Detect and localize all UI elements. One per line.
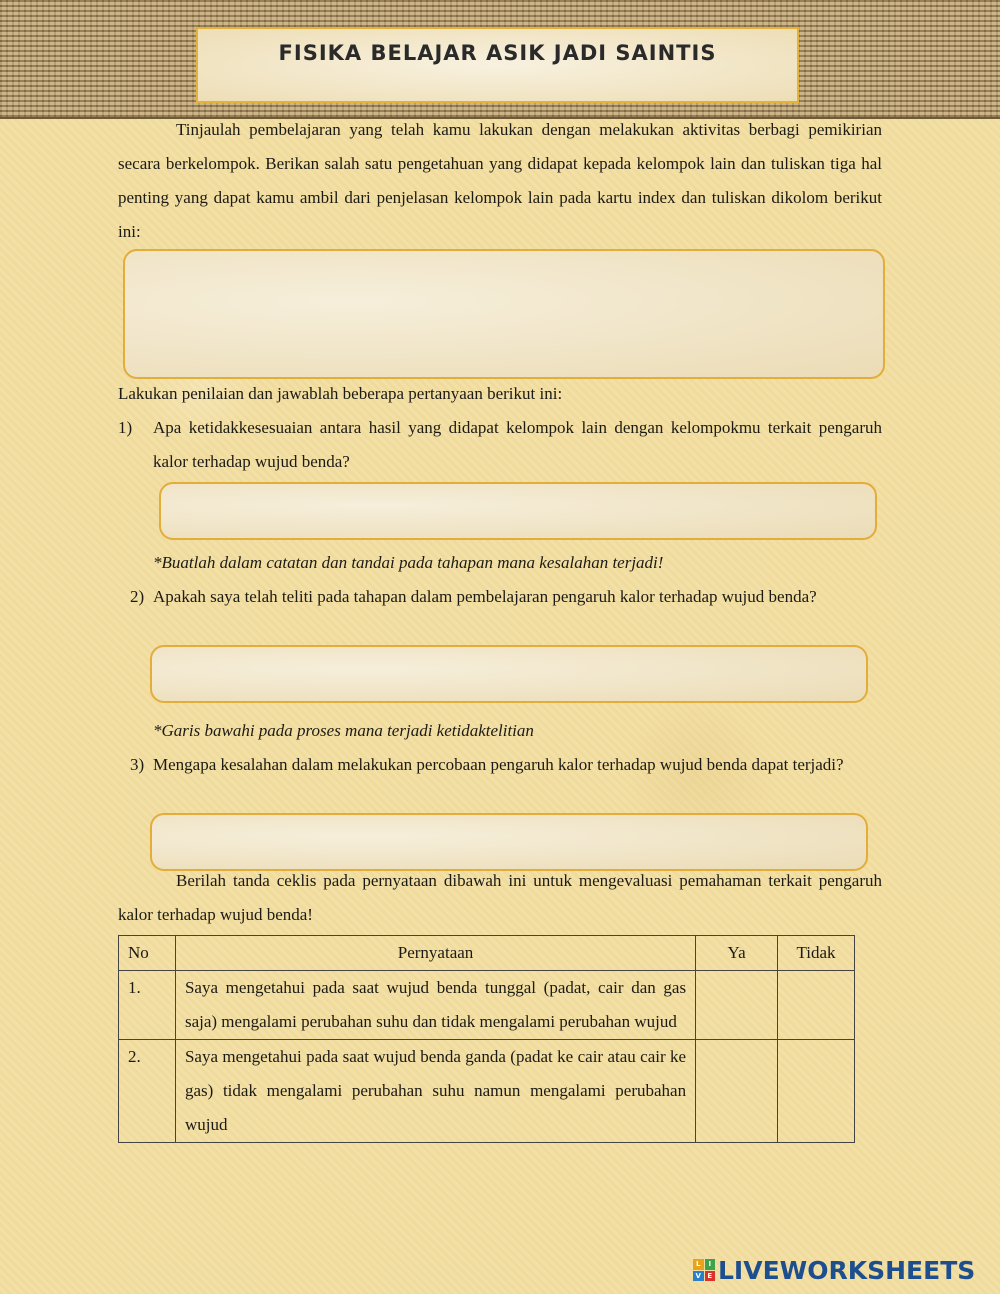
liveworksheets-logo-text: LIVEWORKSHEETS [718,1255,976,1285]
question-text: Mengapa kesalahan dalam melakukan percobaan pengaruh kalor terhadap wujud benda dapat terjadi? [153,755,844,774]
row-2-yes-cell[interactable] [696,1040,778,1143]
table-header-row [119,936,855,971]
question-2-note: *Garis bawahi pada proses mana terjadi ketidaktelitian [153,721,534,740]
header-no: No [119,936,176,971]
question-number: 3) [130,755,145,774]
question-1-answer-box[interactable] [159,482,877,540]
table-row [119,1040,855,1143]
page-title: FISIKA BELAJAR ASIK JADI SAINTIS [278,41,717,65]
row-number: 1. [119,971,176,1040]
question-number: 2) [130,587,145,606]
evaluation-table [118,935,855,1143]
question-text: Apa ketidakkesesuaian antara hasil yang didapat kelompok lain dengan kelompokmu terkait pengaruh kalor terhadap wujud benda? [153,418,882,471]
row-2-no-cell[interactable] [778,1040,855,1143]
assessment-instruction: Lakukan penilaian dan jawablah beberapa pertanyaan berikut ini: [118,384,563,403]
intro-paragraph: Tinjaulah pembelajaran yang telah kamu lakukan dengan melakukan aktivitas berbagi pemikirian secara berkelompok. Berikan salah satu pengetahuan yang didapat kepada kelompok lain dan tuliskan tiga hal penting yang dapat kamu ambil dari penjelasan kelompok lain pada kartu index dan tuliskan dikolom berikut ini: [118,120,882,241]
row-1-yes-cell[interactable] [696,971,778,1040]
question-1-note: *Buatlah dalam catatan dan tandai pada tahapan mana kesalahan terjadi! [153,553,664,572]
row-number: 2. [119,1040,176,1143]
row-1-no-cell[interactable] [778,971,855,1040]
header-no-answer: Tidak [778,936,855,971]
liveworksheets-logo-icon: L I V E [693,1259,715,1281]
index-card-answer-box[interactable] [123,249,885,379]
header-statement: Pernyataan [175,936,695,971]
table-row [119,971,855,1040]
title-box [196,27,799,103]
header-yes: Ya [696,936,778,971]
checklist-instruction: Berilah tanda ceklis pada pernyataan dibawah ini untuk mengevaluasi pemahaman terkait pengaruh kalor terhadap wujud benda! [118,871,882,924]
question-2-answer-box[interactable] [150,645,868,703]
question-text: Apakah saya telah teliti pada tahapan dalam pembelajaran pengaruh kalor terhadap wujud benda? [153,587,817,606]
liveworksheets-logo [693,1257,975,1283]
row-statement: Saya mengetahui pada saat wujud benda ganda (padat ke cair atau cair ke gas) tidak mengalami perubahan suhu namun mengalami perubahan wujud [175,1040,695,1143]
header-band [0,0,1000,119]
question-3-answer-box[interactable] [150,813,868,871]
question-number: 1) [118,418,133,437]
row-statement: Saya mengetahui pada saat wujud benda tunggal (padat, cair dan gas saja) mengalami perubahan suhu dan tidak mengalami perubahan wujud [175,971,695,1040]
